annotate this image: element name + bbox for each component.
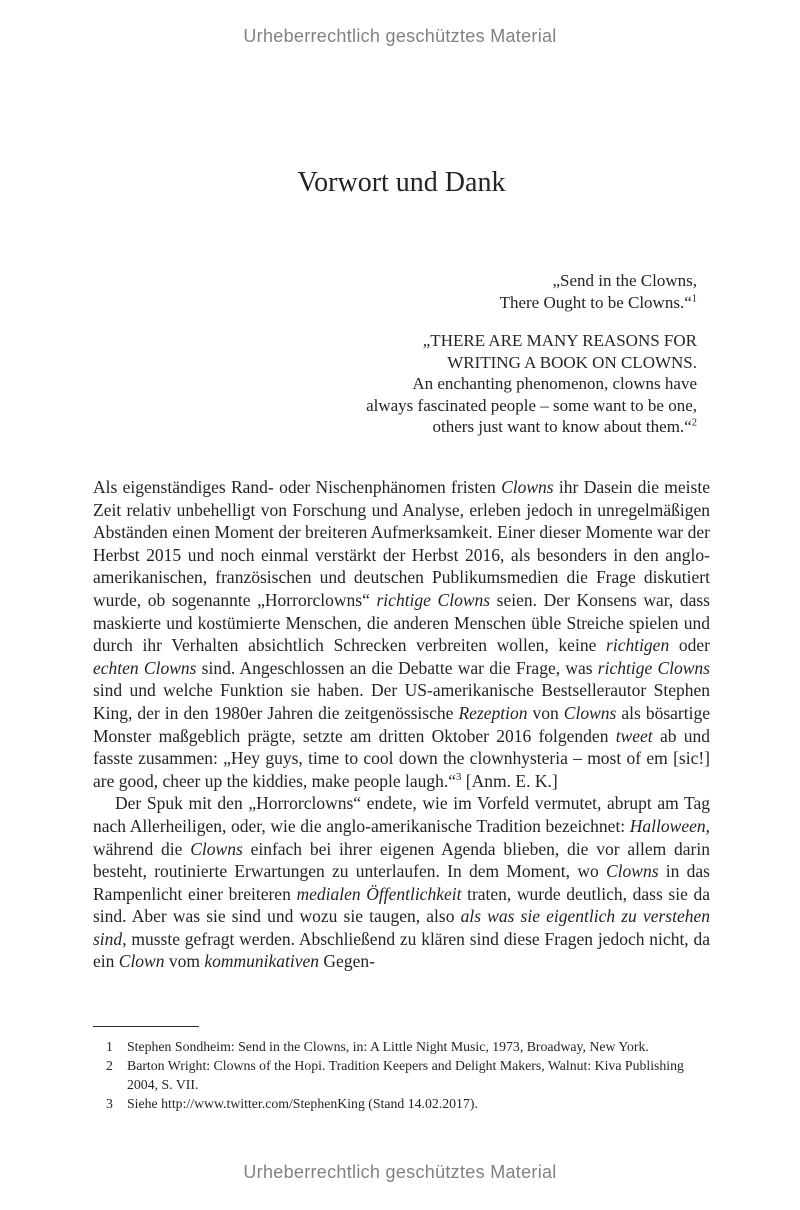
epigraph-line: always fascinated people – some want to be one, (366, 395, 697, 415)
epigraph-line: others just want to know about them.“$^2$ (432, 417, 697, 436)
epigraph-wright (93, 330, 697, 438)
footnote-number: 1 (106, 1039, 113, 1054)
body-text (93, 476, 710, 973)
epigraph-line: An enchanting phenomenon, clowns have (412, 374, 697, 393)
epigraph-line: WRITING A BOOK ON CLOWNS. (447, 352, 697, 372)
footnote-text: Stephen Sondheim: Send in the Clowns, in: A Little Night Music, 1973, Broadway, New York. (127, 1039, 649, 1054)
footnotes (93, 1026, 710, 1113)
epigraph-sondheim (93, 270, 697, 313)
page-title: Vorwort und Dank (297, 167, 506, 198)
footnote-text: Siehe http://www.twitter.com/StephenKing (Stand 14.02.2017). (127, 1096, 478, 1111)
body-paragraph-1: Als eigenständiges Rand- oder Nischenphänomen fristen Clowns ihr Dasein die meiste Zeit relativ unbehelligt von Forschung und Analyse, erleben jedoch in unregelmäßigen Abständen einen Moment der breiteren Aufmerksamkeit. Einer dieser Momente war der Herbst 2015 und noch einmal verstärkt der Herbst 2016, als besonders in den anglo-amerikanischen, französischen und deutschen Publikumsmedien die Frage diskutiert wurde, ob sogenannte „Horrorclowns“ richtige Clowns seien. Der Konsens war, dass maskierte und kostümierte Menschen, die anderen Menschen üble Streiche spielen und durch ihr Verhalten absichtlich Schrecken verbreiten wollen, keine richtigen oder echten Clowns sind. Angeschlossen an die Debatte war die Frage, was richtige Clowns sind und welche Funktion sie haben. Der US-amerikanische Bestsellerautor Stephen King, der in den 1980er Jahren die zeitgenössische Rezeption von Clowns als bösartige Monster maßgeblich prägte, setzte am dritten Oktober 2016 folgenden tweet ab und fasste zusammen: „Hey guys, time to cool down the clownhysteria – most of em [sic!] are good, cheer up the kiddies, make people laugh.“$^3$ [Anm. E. K.] (93, 477, 710, 791)
footnote-divider (93, 1026, 199, 1027)
footnote-item (93, 1094, 710, 1113)
copyright-notice-bottom: Urheberrechtlich geschütztes Material (243, 1162, 557, 1182)
footnote-text: Barton Wright: Clowns of the Hopi. Tradition Keepers and Delight Makers, Walnut: Kiva Publishing 2004, S. VII. (127, 1058, 684, 1092)
epigraphs (93, 270, 697, 438)
epigraph-line: „THERE ARE MANY REASONS FOR (422, 331, 697, 350)
footnote-number: 3 (106, 1096, 113, 1111)
copyright-notice-top: Urheberrechtlich geschütztes Material (243, 26, 557, 46)
footnote-item (93, 1037, 710, 1056)
footnote-number: 2 (106, 1058, 113, 1073)
epigraph-line: „Send in the Clowns, (552, 271, 697, 290)
epigraph-line: There Ought to be Clowns.“$^1$ (499, 292, 697, 312)
footnote-item (93, 1056, 710, 1094)
body-paragraph-2: Der Spuk mit den „Horrorclowns“ endete, wie im Vorfeld vermutet, abrupt am Tag nach Allerheiligen, oder, wie die anglo-amerikanische Tradition bezeichnet: Halloween, während die Clowns einfach bei ihrer eigenen Agenda blieben, die vor allem darin besteht, routinierte Erwartungen zu unterlaufen. In dem Moment, wo Clowns in das Rampenlicht einer breiteren medialen Öffentlichkeit traten, wurde deutlich, dass sie da sind. Aber was sie sind und wozu sie taugen, also als was sie eigentlich zu verstehen sind, musste gefragt werden. Abschließend zu klären sind diese Fragen jedoch nicht, da ein Clown vom kommunikativen Gegen- (93, 793, 710, 972)
